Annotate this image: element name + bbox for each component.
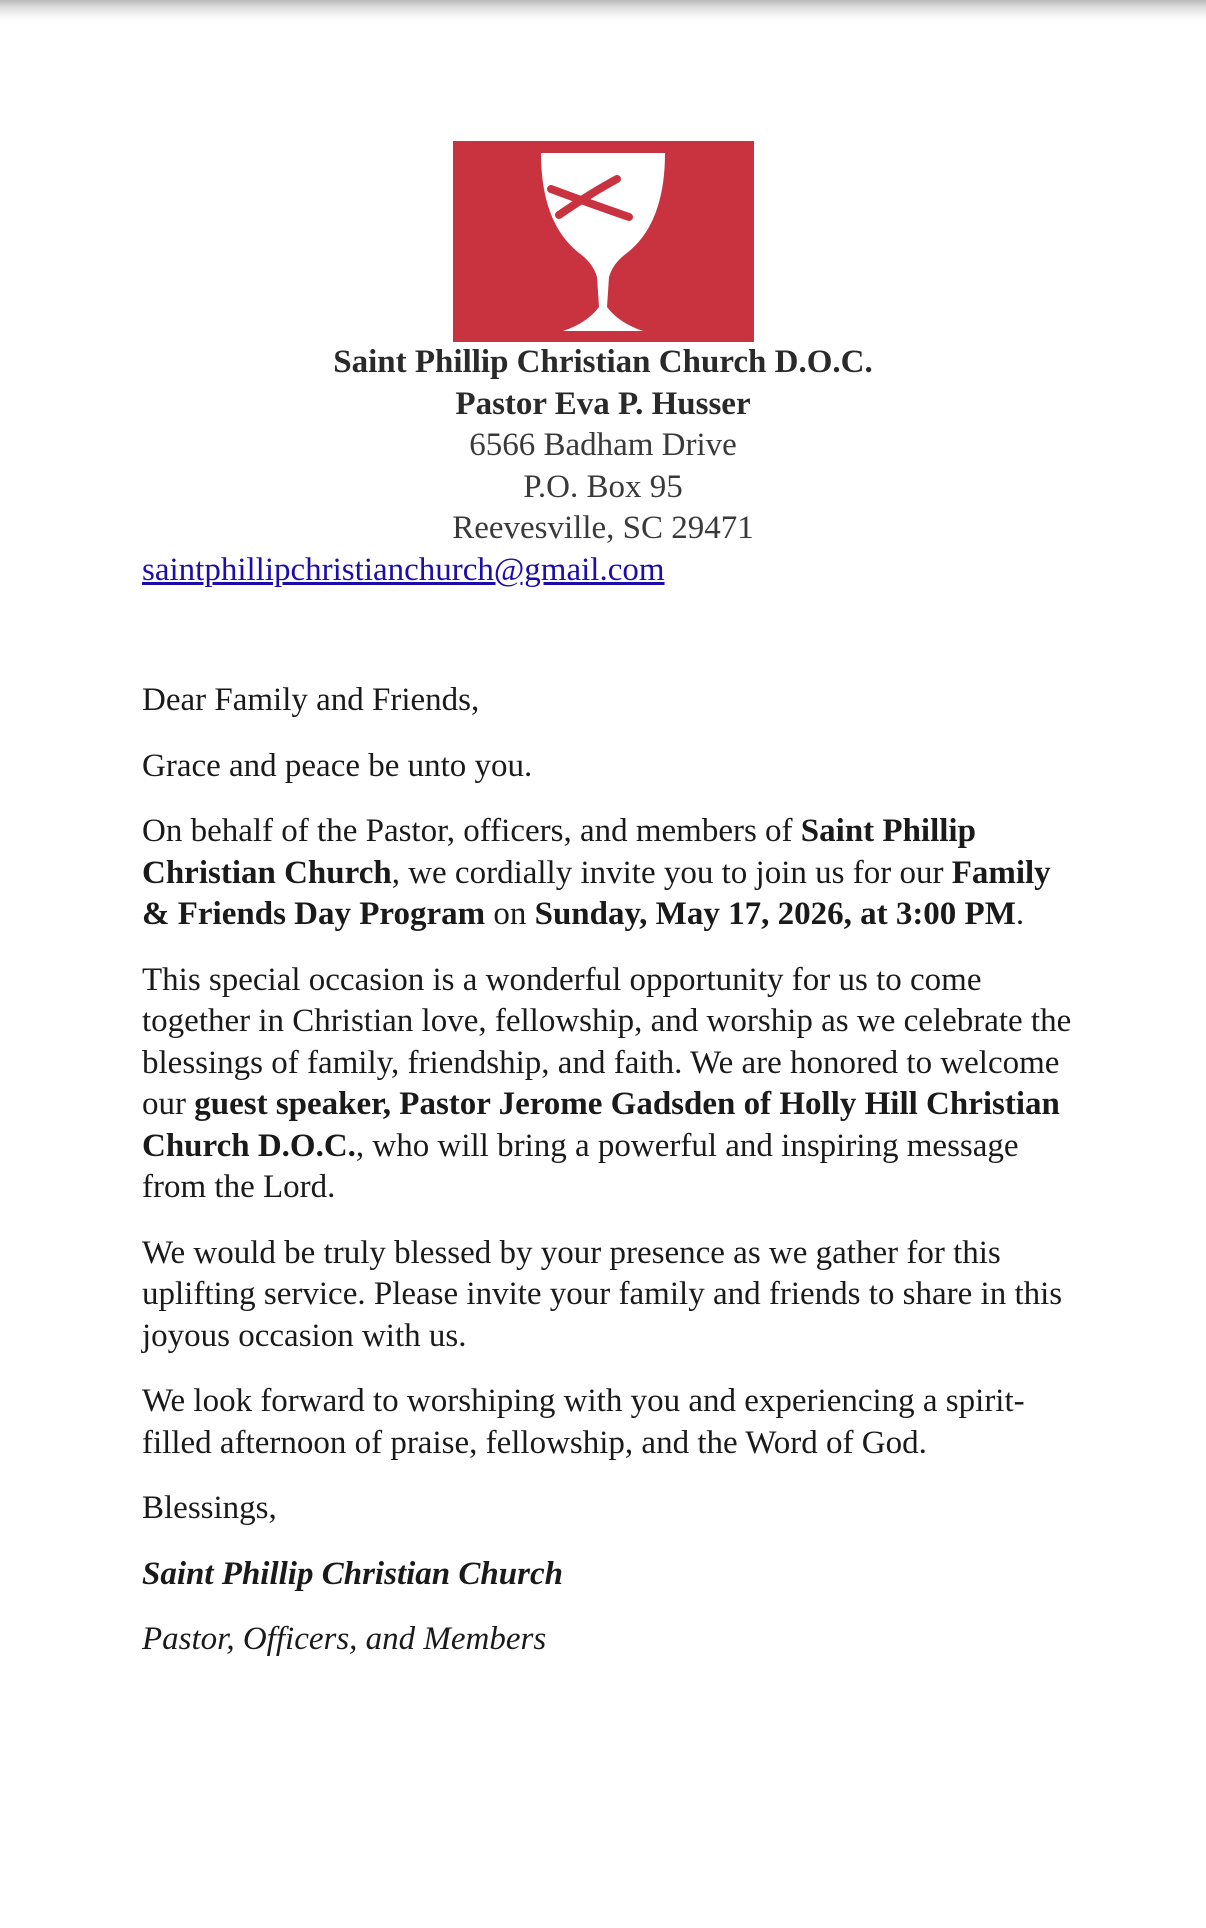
para2-text-1: This special occasion is a wonderful opportunity for us to come together in Christian love, fellowship, and worship as we celebrate the blessings of family, friendship, and faith. We are honored to welcome our [142,961,1072,1122]
chalice-logo [453,141,754,342]
invitation-paragraph [142,811,1082,936]
event-datetime: Sunday, May 17, 2026, at 3:00 PM [534,896,1016,932]
para1-text-1: On behalf of the Pastor, officers, and members of [142,813,801,849]
signature-name: Saint Phillip Christian Church [142,1555,563,1592]
guest-speaker: guest speaker, Pastor Jerome Gadsden of Holly Hill Christian Church D.O.C. [142,1086,1060,1164]
letter-body [142,680,1082,1685]
po-box: P.O. Box 95 [523,468,683,505]
salutation: Dear Family and Friends, [142,682,480,718]
para1-text-3: on [485,896,535,932]
para1-text-2: , we cordially invite you to join us for our [391,854,952,891]
pastor-name: Pastor Eva P. Husser [455,385,751,422]
greeting: Grace and peace be unto you. [142,747,533,784]
church-name-bold: Saint Phillip Christian Church [142,813,976,891]
closing-paragraph: We look forward to worshiping with you and experiencing a spirit-filled afternoon of praise, fellowship, and the Word of God. [142,1383,1025,1461]
signature [142,1554,1082,1661]
presence-paragraph: We would be truly blessed by your presence as we gather for this uplifting service. Please invite your family and friends to share in this joyous occasion with us. [142,1234,1063,1354]
closing: Blessings, [142,1490,277,1526]
email-link[interactable]: saintphillipchristianchurch@gmail.com [142,552,665,588]
para1-text-4: . [1015,896,1025,932]
church-header [0,342,1206,550]
signature-sub: Pastor, Officers, and Members [142,1621,547,1657]
church-name: Saint Phillip Christian Church D.O.C. [333,344,873,380]
street-address: 6566 Badham Drive [469,427,737,463]
top-shadow [0,0,1206,22]
program-name: Family & Friends Day Program [142,854,1051,932]
occasion-paragraph [142,960,1082,1209]
para2-text-2: , who will bring a powerful and inspiring message from the Lord. [142,1127,1019,1205]
city-state-zip: Reevesville, SC 29471 [452,510,754,546]
